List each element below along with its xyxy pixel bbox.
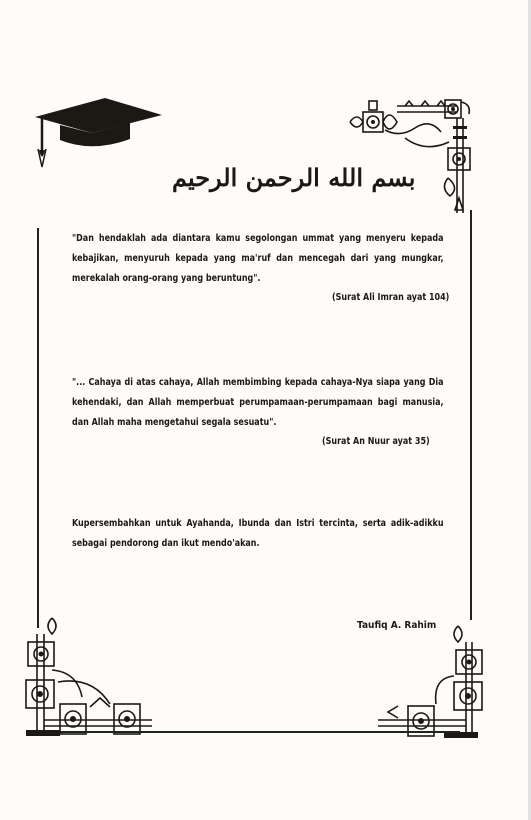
top-right-corner-ornament — [345, 98, 480, 223]
frame-right-border — [470, 210, 472, 620]
dedication-text: Kupersembahkan untuk Ayahanda, Ibunda dan Istri tercinta, serta adik-adikku sebagai pendorong dan ikut mendo'akan. — [72, 518, 444, 549]
frame-left-border — [37, 228, 39, 628]
bottom-left-corner-ornament — [22, 612, 162, 742]
quote-ali-imran: "Dan hendaklah ada diantara kamu segolongan ummat yang menyeru kepada kebajikan, menyuruh kepada yang ma'ruf dan mencegah dari yang mungkar, merekalah orang-orang yang beruntung". — [72, 233, 444, 284]
author-signature: Taufiq A. Rahim — [357, 620, 437, 631]
bismillah-calligraphy: بسم الله الرحمن الرحيم — [172, 163, 416, 192]
bottom-right-corner-ornament — [378, 620, 488, 745]
quote-an-nuur: "... Cahaya di atas cahaya, Allah membimbing kepada cahaya-Nya siapa yang Dia kehendaki, dan Allah memperbuat perumpamaan-perumpamaan bagi manusia, dan Allah maha mengetahui segala sesuatu". — [72, 377, 444, 428]
citation-ali-imran: (Surat Ali Imran ayat 104) — [332, 292, 450, 303]
graduation-cap-icon — [30, 95, 165, 170]
frame-bottom-border — [60, 731, 460, 733]
citation-an-nuur: (Surat An Nuur ayat 35) — [322, 436, 430, 447]
